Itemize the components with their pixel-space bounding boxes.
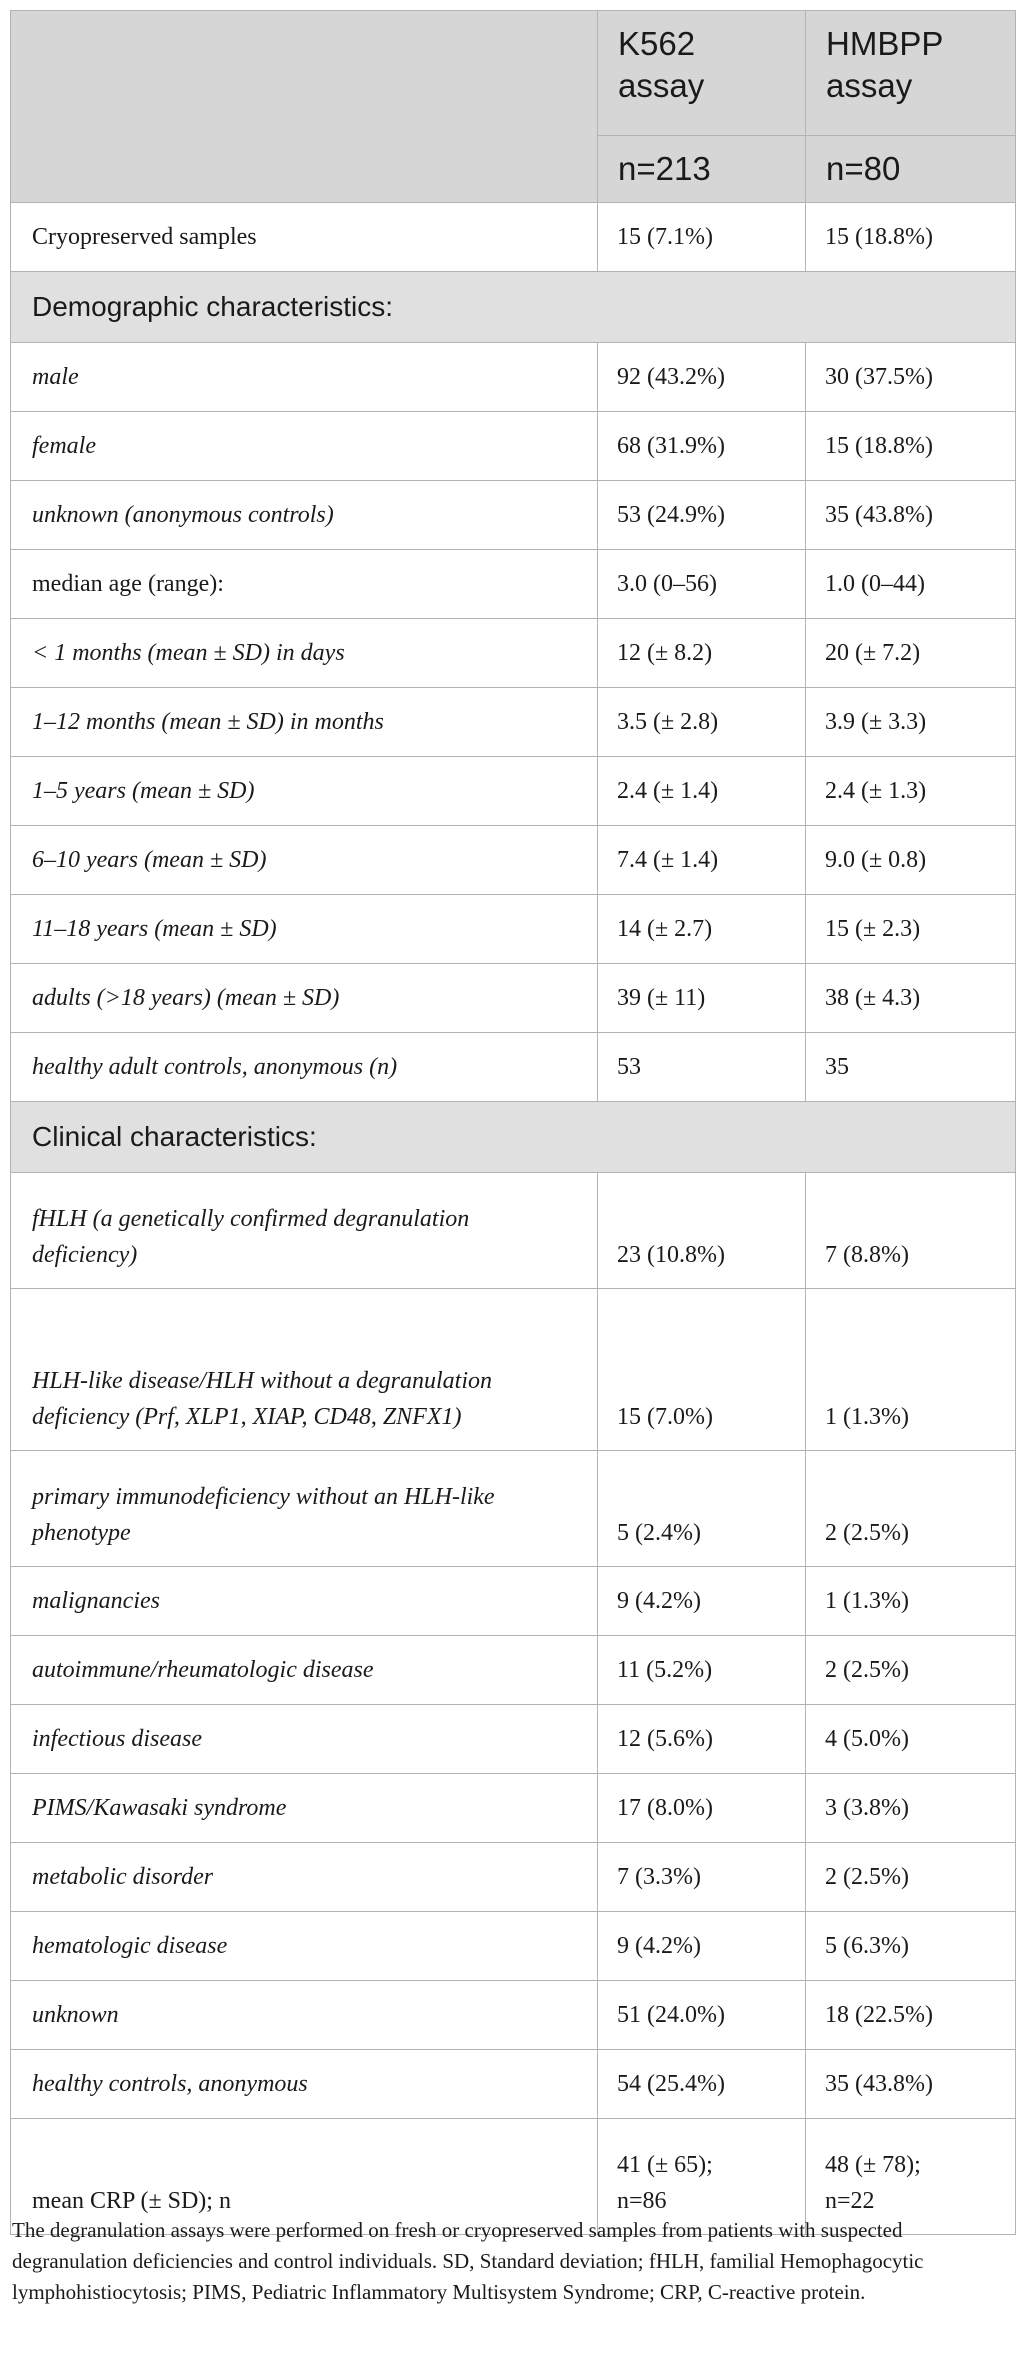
cell-hmbpp: 1 (1.3%) [806,1289,1016,1451]
cell-hmbpp: 2 (2.5%) [806,1636,1016,1705]
cell-k562: 53 [598,1033,806,1102]
row-label: 6–10 years (mean ± SD) [11,826,598,895]
cell-k562: 23 (10.8%) [598,1173,806,1289]
cell-hmbpp: 15 (18.8%) [806,203,1016,272]
table-row [11,1774,1016,1843]
cell-k562: 17 (8.0%) [598,1774,806,1843]
table-row [11,1567,1016,1636]
cell-hmbpp: 2 (2.5%) [806,1843,1016,1912]
table-container [10,10,1015,2235]
cell-hmbpp: 35 [806,1033,1016,1102]
cell-hmbpp: 5 (6.3%) [806,1912,1016,1981]
cell-k562: 54 (25.4%) [598,2050,806,2119]
cell-k562: 2.4 (± 1.4) [598,757,806,826]
cell-k562: 11 (5.2%) [598,1636,806,1705]
table-row [11,826,1016,895]
row-label: healthy adult controls, anonymous (n) [11,1033,598,1102]
cell-hmbpp: 4 (5.0%) [806,1705,1016,1774]
cell-hmbpp: 18 (22.5%) [806,1981,1016,2050]
table-row [11,550,1016,619]
table-row [11,1451,1016,1567]
table-row [11,895,1016,964]
cell-k562: 12 (± 8.2) [598,619,806,688]
row-label: primary immunodeficiency without an HLH-like phenotype [11,1451,598,1567]
table-row [11,1705,1016,1774]
header-blank-cell [11,11,598,203]
cell-hmbpp: 3 (3.8%) [806,1774,1016,1843]
table-row [11,1289,1016,1451]
cell-hmbpp: 3.9 (± 3.3) [806,688,1016,757]
cell-hmbpp: 35 (43.8%) [806,2050,1016,2119]
table-row [11,481,1016,550]
crp-k562-n: n=86 [617,2188,667,2214]
row-label: 1–12 months (mean ± SD) in months [11,688,598,757]
row-label: median age (range): [11,550,598,619]
row-label: PIMS/Kawasaki syndrome [11,1774,598,1843]
table-row [11,412,1016,481]
row-label: 1–5 years (mean ± SD) [11,757,598,826]
table-row [11,619,1016,688]
cell-k562: 15 (7.0%) [598,1289,806,1451]
cell-k562: 14 (± 2.7) [598,895,806,964]
section-title-demographic: Demographic characteristics: [11,272,1016,343]
cell-k562: 7.4 (± 1.4) [598,826,806,895]
row-label: adults (>18 years) (mean ± SD) [11,964,598,1033]
table-row [11,1981,1016,2050]
table-row [11,343,1016,412]
row-label: HLH-like disease/HLH without a degranulation deficiency (Prf, XLP1, XIAP, CD48, ZNFX1) [11,1289,598,1451]
cell-k562: 39 (± 11) [598,964,806,1033]
table-row [11,2050,1016,2119]
cell-hmbpp: 1.0 (0–44) [806,550,1016,619]
table-footnote: The degranulation assays were performed on fresh or cryopreserved samples from patients with suspected degranulation deficiencies and control individuals. SD, Standard deviation; fHLH, familial Hemophagocytic lymphohistiocytosis; PIMS, Pediatric Inflammatory Multisystem Syndrome; CRP, C-reactive protein. [12,2218,924,2304]
cell-hmbpp: 15 (± 2.3) [806,895,1016,964]
cell-hmbpp: 7 (8.8%) [806,1173,1016,1289]
row-label: autoimmune/rheumatologic disease [11,1636,598,1705]
cell-hmbpp: 2 (2.5%) [806,1451,1016,1567]
cell-k562: 3.0 (0–56) [598,550,806,619]
table-row [11,964,1016,1033]
column-header-k562: K562 assay [598,11,806,136]
cell-k562: 68 (31.9%) [598,412,806,481]
row-label: malignancies [11,1567,598,1636]
cell-k562: 7 (3.3%) [598,1843,806,1912]
cell-hmbpp: 1 (1.3%) [806,1567,1016,1636]
row-label: unknown [11,1981,598,2050]
row-label: < 1 months (mean ± SD) in days [11,619,598,688]
table-row [11,1843,1016,1912]
cell-k562: 9 (4.2%) [598,1567,806,1636]
characteristics-table [10,10,1016,2235]
column-n-hmbpp: n=80 [806,136,1016,203]
cell-hmbpp: 15 (18.8%) [806,412,1016,481]
table-row [11,688,1016,757]
table-row [11,1636,1016,1705]
section-header-row [11,272,1016,343]
cell-k562: 5 (2.4%) [598,1451,806,1567]
row-label: mean CRP (± SD); n [11,2119,598,2235]
cell-hmbpp: 30 (37.5%) [806,343,1016,412]
cell-k562: 12 (5.6%) [598,1705,806,1774]
table-row [11,203,1016,272]
table-row [11,1912,1016,1981]
section-title-clinical: Clinical characteristics: [11,1102,1016,1173]
cell-k562: 15 (7.1%) [598,203,806,272]
row-label: unknown (anonymous controls) [11,481,598,550]
crp-hmbpp-value: 48 (± 78); [825,2152,921,2178]
row-label: metabolic disorder [11,1843,598,1912]
cell-k562: 53 (24.9%) [598,481,806,550]
row-label: female [11,412,598,481]
cell-hmbpp: 2.4 (± 1.3) [806,757,1016,826]
header-row [11,11,1016,136]
cell-k562: 92 (43.2%) [598,343,806,412]
table-row [11,1033,1016,1102]
row-label: male [11,343,598,412]
cell-hmbpp: 35 (43.8%) [806,481,1016,550]
column-header-hmbpp: HMBPP assay [806,11,1016,136]
table-row [11,1173,1016,1289]
cell-k562: 3.5 (± 2.8) [598,688,806,757]
row-label: hematologic disease [11,1912,598,1981]
crp-k562-value: 41 (± 65); [617,2152,713,2178]
cell-hmbpp: 9.0 (± 0.8) [806,826,1016,895]
row-label: Cryopreserved samples [11,203,598,272]
row-label: 11–18 years (mean ± SD) [11,895,598,964]
cell-hmbpp: 38 (± 4.3) [806,964,1016,1033]
row-label: healthy controls, anonymous [11,2050,598,2119]
cell-hmbpp: 20 (± 7.2) [806,619,1016,688]
row-label: fHLH (a genetically confirmed degranulation deficiency) [11,1173,598,1289]
crp-hmbpp-n: n=22 [825,2188,875,2214]
row-label: infectious disease [11,1705,598,1774]
cell-k562: 51 (24.0%) [598,1981,806,2050]
section-header-row [11,1102,1016,1173]
table-row [11,757,1016,826]
cell-k562: 9 (4.2%) [598,1912,806,1981]
column-n-k562: n=213 [598,136,806,203]
